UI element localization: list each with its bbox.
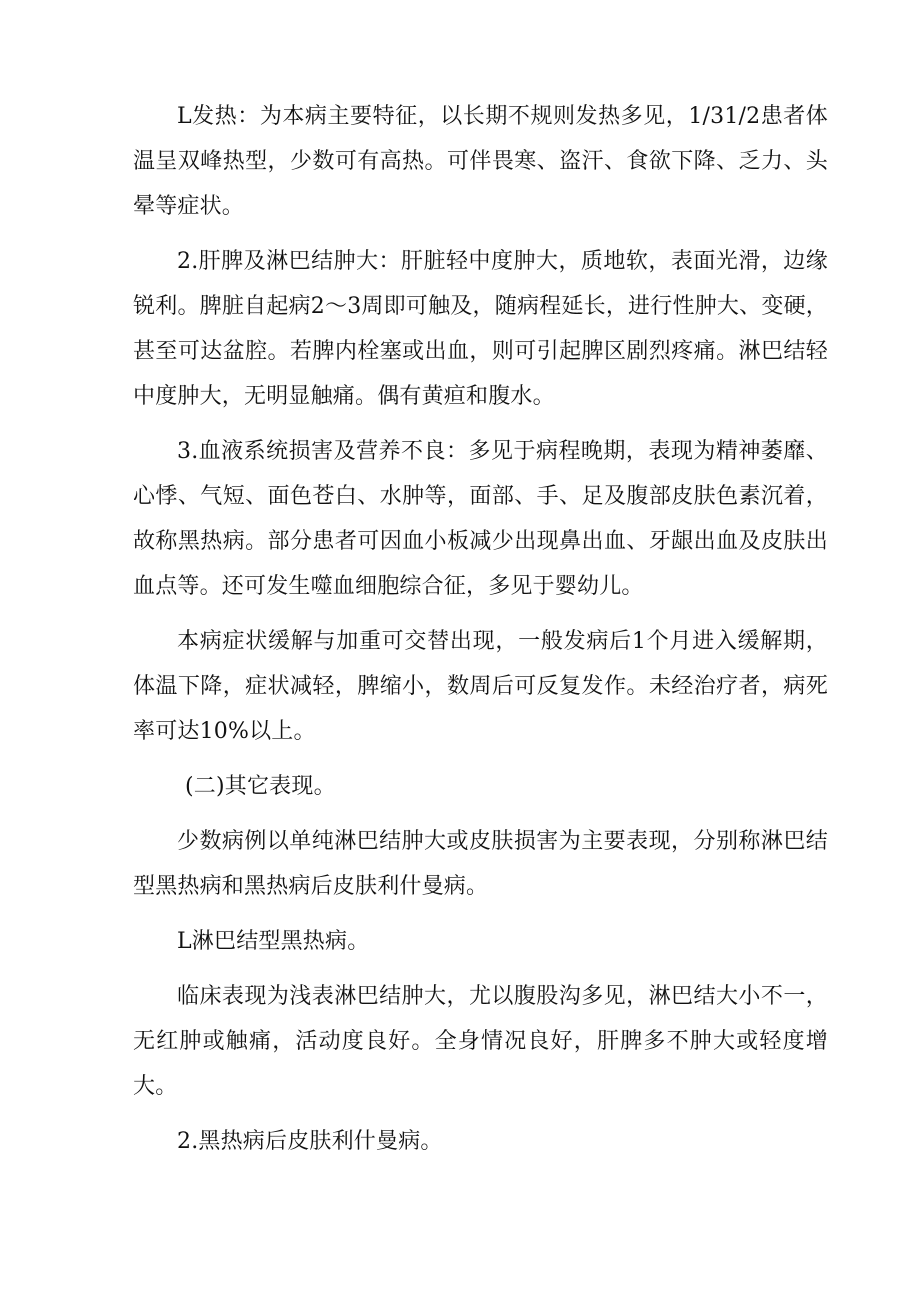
- paragraph-hematologic-damage: 3.血液系统损害及营养不良：多见于病程晚期，表现为精神萎靡、心悸、气短、面色苍白、水肿等，面部、手、足及腹部皮肤色素沉着，故称黑热病。部分患者可因血小板减少出现鼻出血、牙龈出血及皮肤出血点等。还可发生噬血细胞综合征，多见于婴幼儿。: [133, 439, 828, 599]
- paragraph-remission-relapse: 本病症状缓解与加重可交替出现，一般发病后1个月进入缓解期，体温下降，症状减轻，脾缩小，数周后可反复发作。未经治疗者，病死率可达10%以上。: [133, 629, 828, 744]
- paragraph-hepatosplenomegaly: 2.肝脾及淋巴结肿大：肝脏轻中度肿大，质地软，表面光滑，边缘锐利。脾脏自起病2～3周即可触及，随病程延长，进行性肿大、变硬，甚至可达盆腔。若脾内栓塞或出血，则可引起脾区剧烈疼痛。淋巴结轻中度肿大，无明显触痛。偶有黄疸和腹水。: [133, 249, 828, 409]
- paragraph-fever: L发热：为本病主要特征，以长期不规则发热多见，1/31/2患者体温呈双峰热型，少数可有高热。可伴畏寒、盗汗、食欲下降、乏力、头晕等症状。: [133, 104, 828, 219]
- paragraph-lymph-node-type: 临床表现为浅表淋巴结肿大，尤以腹股沟多见，淋巴结大小不一，无红肿或触痛，活动度良好。全身情况良好，肝脾多不肿大或轻度增大。: [133, 984, 828, 1099]
- subheading-lymph-node-type: L淋巴结型黑热病。: [177, 929, 370, 954]
- section-heading-other-manifestations: (二)其它表现。: [185, 774, 336, 799]
- subheading-post-kala-azar-dermal: 2.黑热病后皮肤利什曼病。: [177, 1129, 443, 1154]
- paragraph-other-forms-intro: 少数病例以单纯淋巴结肿大或皮肤损害为主要表现，分别称淋巴结型黑热病和黑热病后皮肤利什曼病。: [133, 829, 828, 899]
